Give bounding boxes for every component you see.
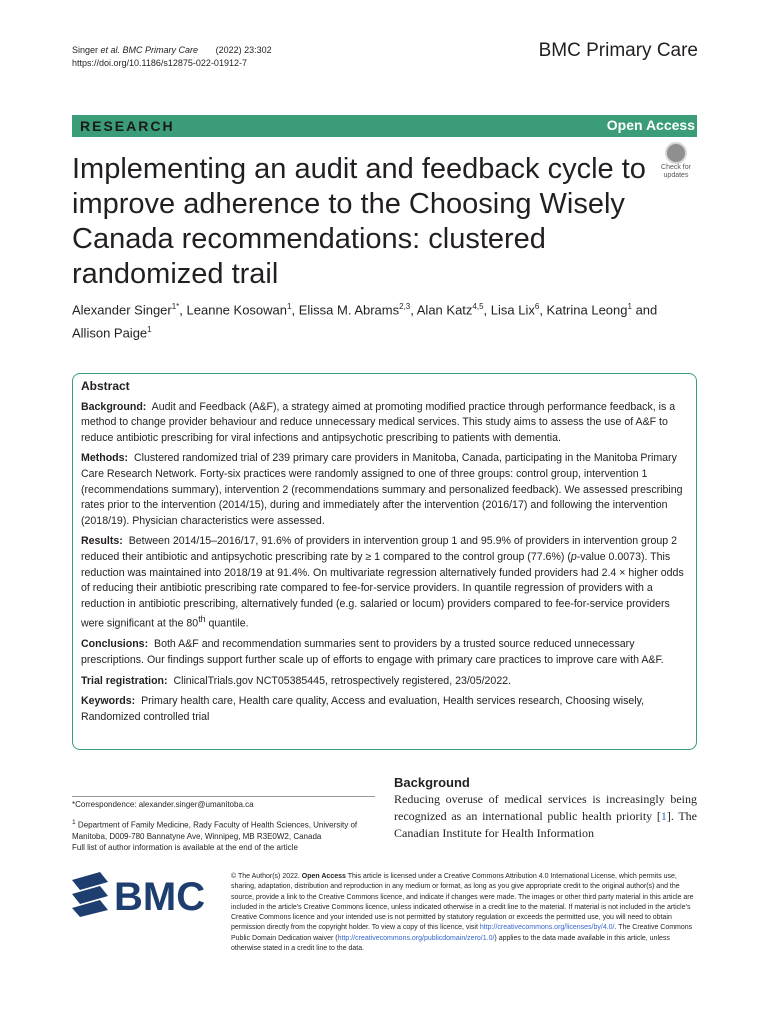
citation-line: Singer et al. BMC Primary Care (2022) 23:302: [72, 45, 272, 55]
author[interactable]: Lisa Lix: [490, 302, 535, 318]
open-access-label: Open Access: [606, 117, 695, 133]
license-link[interactable]: http://creativecommons.org/licenses/by/4.0/: [479, 924, 615, 932]
footnote-divider: [72, 796, 375, 797]
logo-text: BMC: [114, 875, 206, 917]
abstract-results: Results: Between 2014/15–2016/17, 91.6% of providers in intervention group 1 and 95.9% of providers in intervention group 2 reduced their antibiotic and antipsychotic prescribing rate by ≥ 1 compared to the control group (77.6%) (p-value 0.0073). This reduction was maintained into 2018/19 at 91.4%. On multivariate regression alternatively funded providers had 2.4 × higher odds of reducing their antibiotic prescribing rate compared to fee-for-service providers. In quantile regression of providers with a reduction in antibiotic prescribing, alternatively funded (e.g. salaried or locum) providers compared to fee-for-service providers were significant at the 80th quantile.: [81, 535, 684, 630]
author[interactable]: Leanne Kosowan: [186, 302, 288, 318]
correspondence[interactable]: *Correspondence: alexander.singer@umanitoba.ca: [72, 800, 254, 809]
abstract-background: Background: Audit and Feedback (A&F), a strategy aimed at promoting modified practice through performance feedback, is a method to change provider behaviour and reduce unnecessary medical services. This study aims to assess the use of A&F to reduce antibiotic prescribing for viral infections and antipsychotic prescribing to patients with dementia.: [81, 400, 676, 444]
abstract-trial-registration: Trial registration: ClinicalTrials.gov NCT05385445, retrospectively registered, 23/05/2022.: [81, 674, 512, 687]
footnotes: [72, 799, 375, 860]
crossmark-icon[interactable]: [665, 142, 687, 164]
author-list: Alexander Singer$^{1*}$, Leanne Kosowan$^1$, Elissa M. Abrams$^{2,3}$, Alan Katz$^{4,5}$, Lisa Lix$^6$, Katrina Leong$^1$ and Allison Paige$^1$: [72, 302, 658, 341]
citation-header: [72, 44, 272, 70]
license-text: © The Author(s) 2022. Open Access This article is licensed under a Creative Commons Attribution 4.0 International License, which permits use, sharing, adaptation, distribution and reproduction in any medium or format, as long as you give appropriate credit to the original author(s) and the source, provide a link to the Creative Commons licence, and indicate if changes were made. The images or other third party material in this article are included in the article's Creative Commons licence, unless indicated otherwise in a credit line to the material. If material is not included in the article's Creative Commons licence and your intended use is not permitted by statutory regulation or exceeds the permitted use, you will need to obtain permission directly from the copyright holder. To view a copy of this licence, visit http://creativecommons.org/licenses/by/4.0/. The Creative Commons Public Domain Dedication waiver (http://creativecommons.org/publicdomain/zero/1.0/) applies to the data made available in this article, unless otherwise stated in a credit line to the data.: [231, 873, 694, 953]
background-heading: Background: [394, 775, 470, 790]
article-title: Implementing an audit and feedback cycle to improve adherence to the Choosing Wisely Canada recommendations: clustered randomized trail: [72, 153, 646, 290]
journal-name: BMC Primary Care: [538, 40, 698, 61]
abstract: [81, 379, 688, 730]
affiliation: $^1$ Department of Family Medicine, Rady Faculty of Health Sciences, University of Manitoba, D009-780 Bannatyne Ave, Winnipeg, MB R3E0W2, Canada Full list of author information is available at the end of the article: [72, 819, 358, 852]
reference-link[interactable]: 1: [660, 809, 667, 823]
author[interactable]: Allison Paige: [72, 325, 148, 341]
doi-link[interactable]: https://doi.org/10.1186/s12875-022-01912-7: [72, 58, 247, 68]
bmc-logo: [72, 872, 217, 917]
abstract-keywords: Keywords: Primary health care, Health care quality, Access and evaluation, Health services research, Choosing wisely, Randomized controlled trial: [81, 695, 645, 723]
author[interactable]: Katrina Leong: [546, 302, 628, 318]
abstract-methods: Methods: Clustered randomized trial of 239 primary care providers in Manitoba, Canada, participating in the Manitoba Primary Care Research Network. Forty-six practices were randomly assigned to one of three groups: control group, intervention 1 (recommendations summary), intervention 2 (recommendations summary and personalized feedback). We assessed prescribing rates prior to the intervention (2014/15), during and immediately after the intervention (2016/17) and following the intervention (2018/19). Physician characteristics were assessed.: [81, 452, 683, 527]
background-text: Reducing overuse of medical services is increasingly being recognized as an international public health priority [1]. The Canadian Institute for Health Information: [394, 792, 698, 840]
author[interactable]: Alexander Singer: [72, 302, 172, 318]
crossmark-label[interactable]: Check for updates: [661, 164, 691, 179]
author[interactable]: Elissa M. Abrams: [298, 302, 400, 318]
section-label: RESEARCH: [80, 118, 175, 134]
author[interactable]: Alan Katz: [416, 302, 473, 318]
abstract-conclusions: Conclusions: Both A&F and recommendation summaries sent to providers by a trusted source reduced unnecessary prescriptions. Our findings support further scale up of efforts to engage with primary care practices to improve care with A&F.: [81, 638, 664, 667]
public-domain-link[interactable]: http://creativecommons.org/publicdomain/zero/1.0/: [337, 934, 495, 942]
abstract-heading: Abstract: [81, 379, 130, 393]
